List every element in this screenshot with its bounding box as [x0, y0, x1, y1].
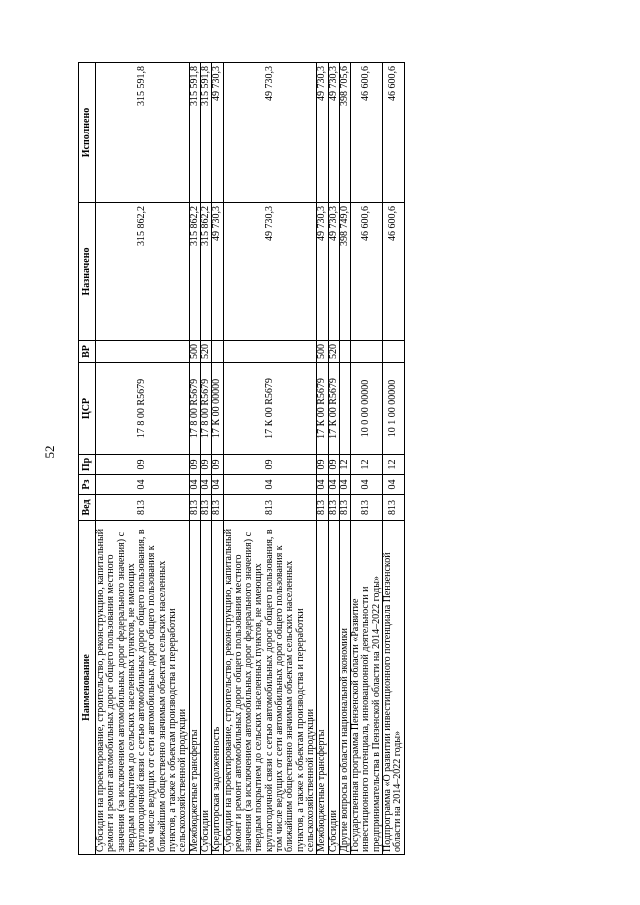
rotated-page-content	[78, 63, 405, 855]
row-assigned: 46 600,6	[351, 203, 383, 341]
row-ved: 813	[383, 495, 405, 521]
row-rz: 04	[383, 475, 405, 495]
row-vr: 520	[200, 341, 211, 363]
row-rz: 04	[96, 475, 190, 495]
row-ved: 813	[223, 495, 317, 521]
row-executed: 46 600,6	[383, 63, 405, 203]
row-ved: 813	[96, 495, 190, 521]
row-pr: 09	[317, 455, 328, 475]
row-csr	[339, 363, 350, 455]
row-rz: 04	[200, 475, 211, 495]
table-header-row	[79, 63, 96, 855]
row-pr: 09	[200, 455, 211, 475]
row-csr: 17 К 00 R5679	[223, 363, 317, 455]
row-name: Субсидии на проектирование, строительство, реконструкцию, капитальный ремонт и ремонт автомобильных дорог общего пользования местного значения (за исключением автомобильных дорог федерального значения) с твердым покрытием до сельских населенных пунктов, не имеющих круглогодичной связи с сетью автомобильных дорог общего пользования, в том числе ведущих от сети автомобильных дорог общего пользования к ближайшим общественно значимым объектам сельских населенных пунктов, а также к объектам производства и переработки сельскохозяйственной продукции	[223, 521, 317, 855]
row-executed: 398 705,6	[339, 63, 350, 203]
row-rz: 04	[328, 475, 339, 495]
row-rz: 04	[223, 475, 317, 495]
table-row	[339, 63, 350, 855]
row-rz: 04	[317, 475, 328, 495]
row-executed: 315 591,8	[189, 63, 200, 203]
row-pr: 09	[223, 455, 317, 475]
row-csr: 17 8 00 R5679	[96, 363, 190, 455]
row-pr: 12	[383, 455, 405, 475]
row-rz: 04	[351, 475, 383, 495]
row-name: Подпрограмма «О развитии инвестиционного потенциала Пензенской области на 2014–2022 годы»	[383, 521, 405, 855]
header-ved: Вед	[79, 495, 96, 521]
row-csr: 17 8 00 R5679	[200, 363, 211, 455]
row-assigned: 49 730,3	[317, 203, 328, 341]
row-name: Кредиторская задолженность	[212, 521, 223, 855]
row-pr: 09	[189, 455, 200, 475]
row-executed: 49 730,3	[317, 63, 328, 203]
row-rz: 04	[189, 475, 200, 495]
row-assigned: 49 730,3	[328, 203, 339, 341]
header-vr: ВР	[79, 341, 96, 363]
row-name: Межбюджетные трансферты	[189, 521, 200, 855]
row-name: Субсидии на проектирование, строительство, реконструкцию, капитальный ремонт и ремонт автомобильных дорог общего пользования местного значения (за исключением автомобильных дорог федерального значения) с твердым покрытием до сельских населенных пунктов, не имеющих круглогодичной связи с сетью автомобильных дорог общего пользования, в том числе ведущих от сети автомобильных дорог общего пользования к ближайшим общественно значимым объектам сельских населенных пунктов, а также к объектам производства и переработки сельскохозяйственной продукции	[96, 521, 190, 855]
row-rz: 04	[339, 475, 350, 495]
row-executed: 46 600,6	[351, 63, 383, 203]
row-rz: 04	[212, 475, 223, 495]
row-csr: 17 К 00 R5679	[328, 363, 339, 455]
row-name: Государственная программа Пензенской области «Развитие инвестиционного потенциала, инновационной деятельности и предпринимательства в Пензенской области на 2014–2022 годы»	[351, 521, 383, 855]
row-assigned: 398 749,0	[339, 203, 350, 341]
row-assigned: 49 730,3	[212, 203, 223, 341]
row-vr: 520	[328, 341, 339, 363]
row-assigned: 315 862,2	[96, 203, 190, 341]
row-name: Другие вопросы в области национальной экономики	[339, 521, 350, 855]
table-row	[96, 63, 190, 855]
header-csr: ЦСР	[79, 363, 96, 455]
row-name: Межбюджетные трансферты	[317, 521, 328, 855]
page-number: 52	[42, 445, 57, 459]
row-ved: 813	[339, 495, 350, 521]
table-row	[317, 63, 328, 855]
row-vr	[383, 341, 405, 363]
table-row	[189, 63, 200, 855]
row-pr: 12	[351, 455, 383, 475]
row-pr: 09	[96, 455, 190, 475]
row-name: Субсидии	[200, 521, 211, 855]
row-vr: 500	[317, 341, 328, 363]
row-vr	[339, 341, 350, 363]
row-vr	[96, 341, 190, 363]
row-pr: 09	[212, 455, 223, 475]
row-name: Субсидии	[328, 521, 339, 855]
row-vr	[212, 341, 223, 363]
row-ved: 813	[351, 495, 383, 521]
row-pr: 09	[328, 455, 339, 475]
row-executed: 49 730,3	[328, 63, 339, 203]
row-csr: 17 8 00 R5679	[189, 363, 200, 455]
row-csr: 17 К 00 00000	[212, 363, 223, 455]
row-ved: 813	[212, 495, 223, 521]
row-csr: 17 К 00 R5679	[317, 363, 328, 455]
row-pr: 12	[339, 455, 350, 475]
row-ved: 813	[200, 495, 211, 521]
table-row	[383, 63, 405, 855]
row-assigned: 315 862,2	[200, 203, 211, 341]
table-row	[223, 63, 317, 855]
row-executed: 315 591,8	[200, 63, 211, 203]
header-assigned: Назначено	[79, 203, 96, 341]
header-pr: Пр	[79, 455, 96, 475]
header-name: Наименование	[79, 521, 96, 855]
row-executed: 315 591,8	[96, 63, 190, 203]
table-row	[328, 63, 339, 855]
table-row	[351, 63, 383, 855]
row-executed: 49 730,3	[223, 63, 317, 203]
row-vr	[223, 341, 317, 363]
row-ved: 813	[317, 495, 328, 521]
row-assigned: 46 600,6	[383, 203, 405, 341]
table-row	[200, 63, 211, 855]
header-executed: Исполнено	[79, 63, 96, 203]
row-ved: 813	[189, 495, 200, 521]
row-assigned: 315 862,2	[189, 203, 200, 341]
row-executed: 49 730,3	[212, 63, 223, 203]
header-rz: Рз	[79, 475, 96, 495]
row-csr: 10 1 00 00000	[383, 363, 405, 455]
row-vr	[351, 341, 383, 363]
row-vr: 500	[189, 341, 200, 363]
row-assigned: 49 730,3	[223, 203, 317, 341]
budget-table	[78, 62, 405, 855]
row-ved: 813	[328, 495, 339, 521]
row-csr: 10 0 00 00000	[351, 363, 383, 455]
table-row	[212, 63, 223, 855]
